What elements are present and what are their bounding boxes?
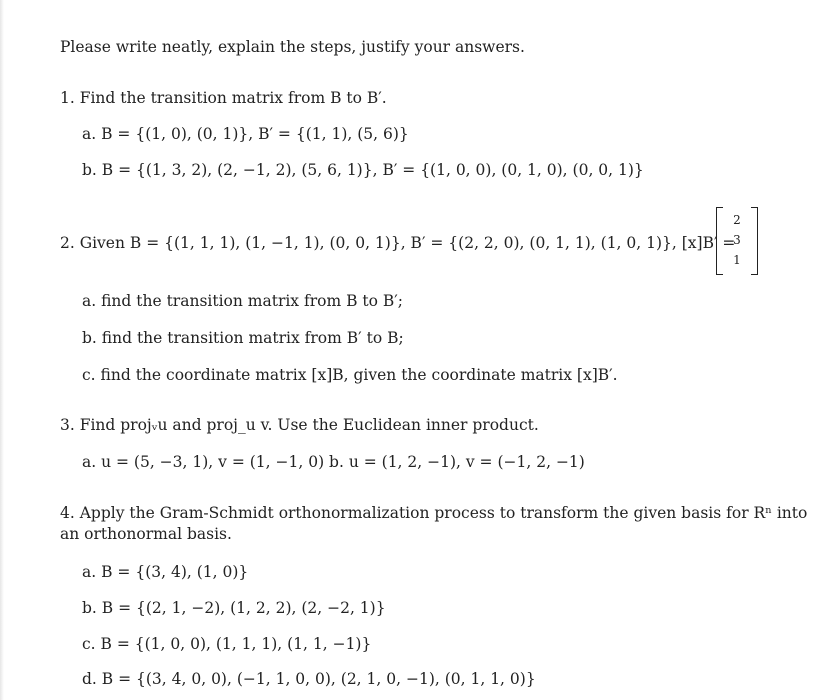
problem-1b: b. B = {(1, 3, 2), (2, −1, 2), (5, 6, 1)}, B′ = {(1, 0, 0), (0, 1, 0), (0, 0, 1)} [82,161,644,179]
coordinate-matrix [714,207,760,275]
problem-4-heading-cont: an orthonormal basis. [60,525,232,543]
instructions: Please write neatly, explain the steps, justify your answers. [60,38,525,56]
problem-4c: c. B = {(1, 0, 0), (1, 1, 1), (1, 1, −1)} [82,635,372,653]
problem-4d: d. B = {(3, 4, 0, 0), (−1, 1, 0, 0), (2, 1, 0, −1), (0, 1, 1, 0)} [82,670,536,688]
problem-2-heading: 2. Given B = {(1, 1, 1), (1, −1, 1), (0, 0, 1)}, B′ = {(2, 2, 0), (0, 1, 1), (1, 0, 1)}, [x]B′ = [60,234,736,252]
problem-4b: b. B = {(2, 1, −2), (1, 2, 2), (2, −2, 1)} [82,599,386,617]
matrix-entry: 3 [733,233,741,247]
matrix-entry: 1 [733,253,741,267]
matrix-entry: 2 [733,213,741,227]
problem-1a: a. B = {(1, 0), (0, 1)}, B′ = {(1, 1), (5, 6)} [82,125,409,143]
problem-4-heading: 4. Apply the Gram-Schmidt orthonormalization process to transform the given basis for Rⁿ into [60,504,808,522]
problem-2b: b. find the transition matrix from B′ to B; [82,329,404,347]
problem-3-heading: 3. Find projᵥu and proj_u v. Use the Euclidean inner product. [60,416,539,434]
problem-1-heading: 1. Find the transition matrix from B to B′. [60,89,387,107]
problem-4a: a. B = {(3, 4), (1, 0)} [82,563,249,581]
problem-3-parts: a. u = (5, −3, 1), v = (1, −1, 0) b. u = (1, 2, −1), v = (−1, 2, −1) [82,453,585,471]
page-edge-shadow [0,0,4,700]
problem-2a: a. find the transition matrix from B to B′; [82,292,404,310]
problem-2c: c. find the coordinate matrix [x]B, given the coordinate matrix [x]B′. [82,366,618,384]
